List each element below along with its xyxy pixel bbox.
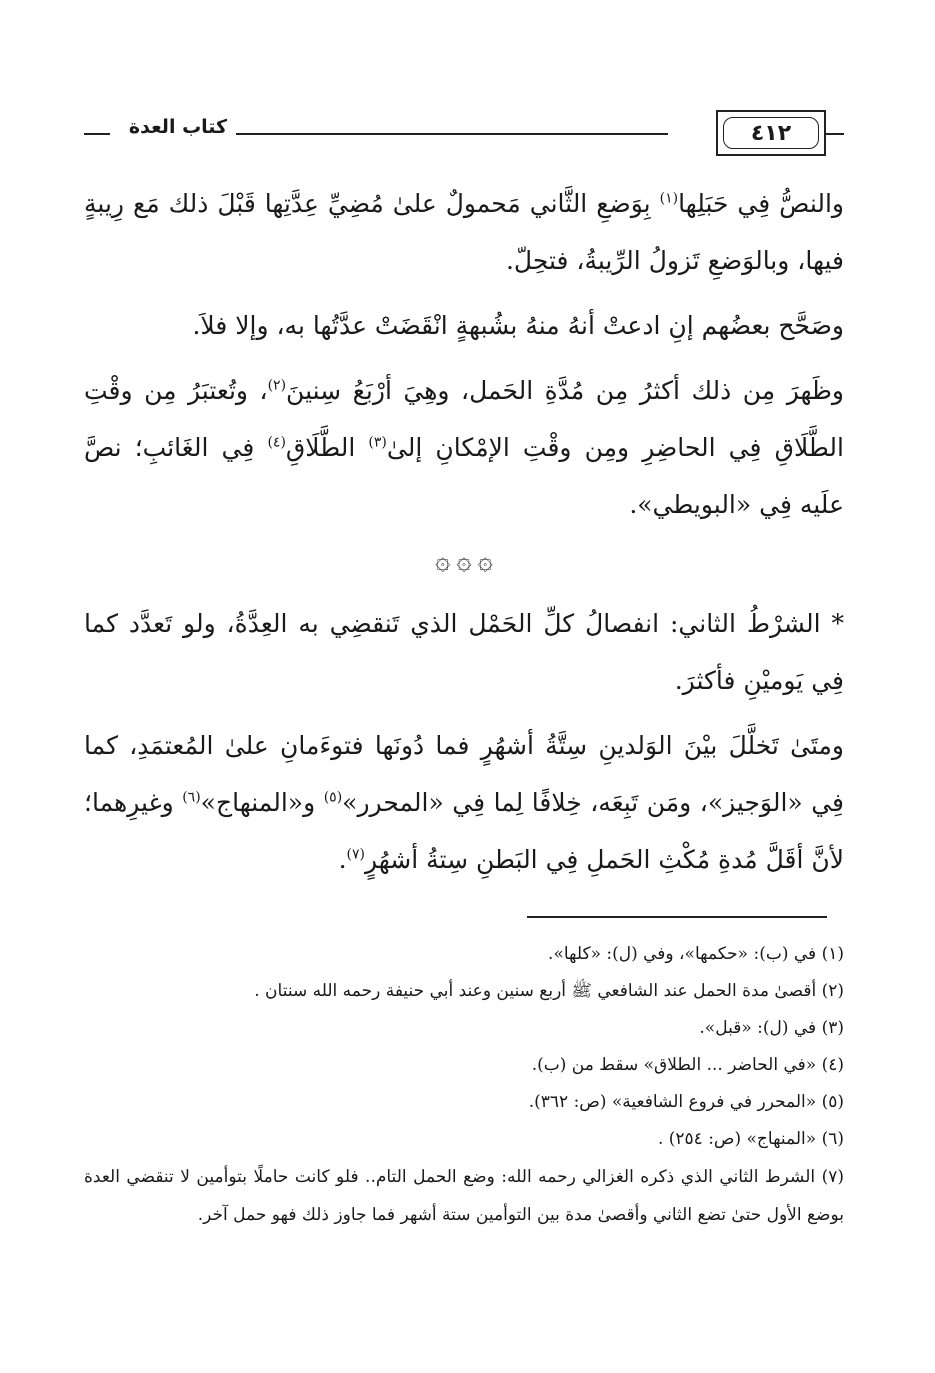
paragraph-3-text-d: فِي الغَائبِ؛ نصَّ علَيه فِي «البويطي». xyxy=(84,433,844,519)
footnote-ref-6[interactable]: (٦) xyxy=(182,789,201,806)
paragraph-3-text-a: وظَهرَ مِن ذلك أكثرُ مِن مُدَّةِ الحَمل، وهِيَ أرْبَعُ سِنينَ xyxy=(286,376,844,405)
page-number-frame xyxy=(716,110,826,156)
paragraph-5-text-c: وغيرِهما؛ لأنَّ أقَلَّ مُدةِ مُكْثِ الحَملِ فِي البَطنِ سِتةُ أشهُرٍ xyxy=(84,788,844,874)
footnote-ref-1[interactable]: (١) xyxy=(659,190,679,207)
footnote-1: (١) في (ب): «حكمها»، وفي (ل): «كلها». xyxy=(548,944,844,964)
paragraph-5-text-a: ومتَىٰ تَخلَّلَ بيْنَ الوَلدينِ سِتَّةُ أشهُرٍ فما دُونَها فتوءَمانِ علىٰ المُعتمَدِ، كما فِي «الوَجيز»، ومَن تَبِعَه، خِلافًا لِما فِي «المحرر» xyxy=(84,731,844,817)
paragraph-3 xyxy=(84,362,844,533)
paragraph-1 xyxy=(84,175,844,289)
page-number: ٤١٢ xyxy=(723,117,819,149)
footnote-ref-2[interactable]: (٢) xyxy=(267,377,287,394)
footnote-6: (٦) «المنهاج» (ص: ٢٥٤) . xyxy=(657,1129,844,1149)
footnote-3: (٣) في (ل): «قبل». xyxy=(699,1018,844,1038)
paragraph-5 xyxy=(84,717,844,888)
running-header xyxy=(84,108,844,164)
header-rule-left xyxy=(84,133,110,135)
header-rule-right xyxy=(826,133,844,135)
ornament-star-icon: ۞ xyxy=(456,546,472,576)
footnote-ref-7[interactable]: (٧) xyxy=(346,846,365,863)
paragraph-5-text-d: . xyxy=(338,845,347,874)
paragraph-3-text-c: الطَّلَاقِ xyxy=(285,433,369,462)
paragraph-5-text-b: و«المنهاج» xyxy=(200,788,324,817)
footnote-2: (٢) أقصىٰ مدة الحمل عند الشافعي ﷺ أربع سنين وعند أبي حنيفة رحمه الله سنتان . xyxy=(254,981,844,1001)
footnote-5: (٥) «المحرر في فروع الشافعية» (ص: ٣٦٢). xyxy=(528,1092,844,1112)
ornament-star-icon: ۞ xyxy=(435,546,451,576)
paragraph-1-text-b: بِوَضعِ الثَّاني مَحمولٌ علىٰ مُضِيِّ عِدَّتِها قَبْلَ ذلك مَع رِيبةٍ فيها، وبالوَضعِ تَزولُ الرِّيبةُ، فتحِلّ. xyxy=(84,189,844,275)
paragraph-2: وصَحَّح بعضُهم إنِ ادعتْ أنهُ منهُ بشُبهةٍ انْقَضَتْ عدَّتُها به، وإلا فلاَ. xyxy=(192,311,844,340)
footnote-ref-3[interactable]: (٣) xyxy=(368,434,387,451)
header-rule-middle xyxy=(236,133,668,135)
main-text xyxy=(84,175,844,896)
paragraph-4: * الشرْطُ الثاني: انفصالُ كلِّ الحَمْل الذي تَنقضِي به العِدَّةُ، ولو تَعدَّد كما فِي يَوميْنِ فأكثرَ. xyxy=(84,609,844,695)
footnote-4: (٤) «في الحاضر ... الطلاق» سقط من (ب). xyxy=(531,1055,844,1075)
book-title: كتاب العدة xyxy=(128,116,228,138)
paragraph-1-text-a: والنصُّ فِي حَبَلِها xyxy=(678,189,844,218)
section-separator xyxy=(84,541,844,581)
ornament-star-icon: ۞ xyxy=(477,546,493,576)
footnote-ref-5[interactable]: (٥) xyxy=(323,789,343,806)
paragraph-3-text-b: ، وتُعتبَرُ مِن وقْتِ الطَّلَاقِ فِي الحاضِرِ ومِن وقْتِ الإمْكانِ إلىٰ xyxy=(84,376,844,462)
footnote-7: (٧) الشرط الثاني الذي ذكره الغزالي رحمه الله: وضع الحمل التام.. فلو كانت حاملًا بتوأمين لا تنقضي العدة بوضع الأول حتىٰ تضع الثاني وأقصىٰ مدة بين التوأمين ستة أشهر فما جاوز ذلك فهو حمل آخر. xyxy=(84,1167,844,1225)
footnote-ref-4[interactable]: (٤) xyxy=(267,434,286,451)
footnote-divider xyxy=(527,916,827,918)
footnotes xyxy=(84,936,844,1234)
